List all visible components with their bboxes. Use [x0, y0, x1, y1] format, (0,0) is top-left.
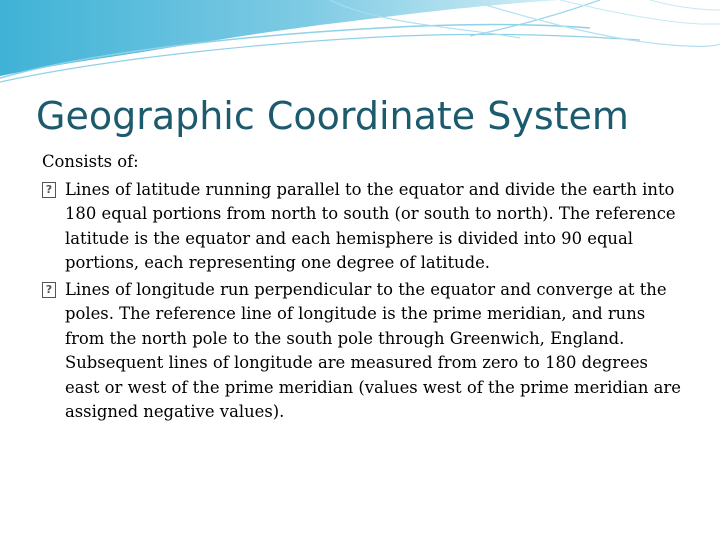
bullet-text-longitude: Lines of longitude run perpendicular to the equator and converge at the poles. The reference line of longitude is the prime meridian, and runs from the north pole to the south pole through Greenwich, England. Subsequent lines of longitude are measured from zero to 180 degrees east or west of the prime meridian (values west of the prime meridian are assigned negative values). — [65, 279, 681, 421]
bullet-marker-icon: ? — [42, 182, 56, 198]
slide-body — [42, 150, 682, 427]
intro-text: Consists of: — [42, 152, 139, 171]
bullet-marker-icon: ? — [42, 282, 56, 298]
bullet-list — [42, 178, 682, 425]
bullet-item-longitude — [42, 278, 682, 425]
slide-title: Geographic Coordinate System — [36, 94, 629, 138]
bullet-text-latitude: Lines of latitude running parallel to the equator and divide the earth into 180 equal portions from north to south (or south to north). The reference latitude is the equator and each hemisphere is divided into 90 equal portions, each representing one degree of latitude. — [65, 179, 676, 272]
header-wave-decoration — [0, 0, 720, 95]
bullet-item-latitude — [42, 178, 682, 276]
